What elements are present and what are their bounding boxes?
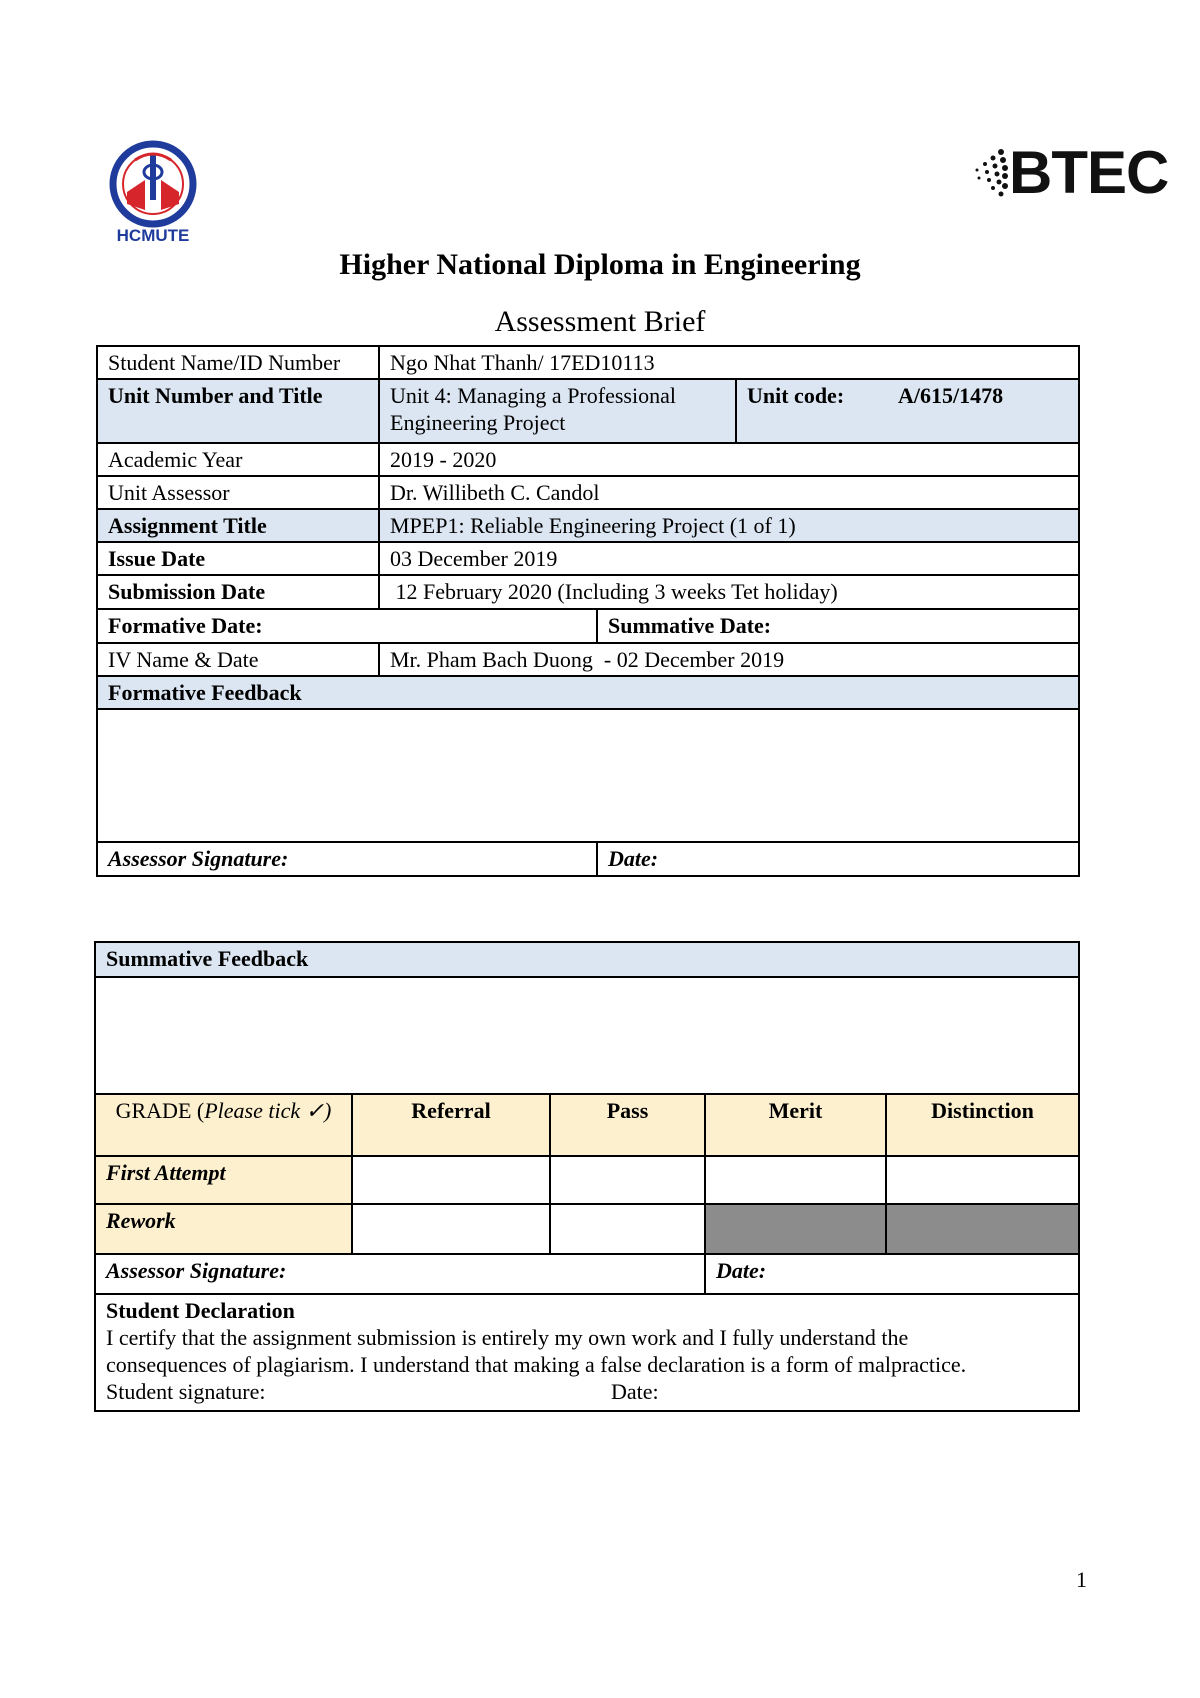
assignment-label: Assignment Title [97,509,379,542]
summative-table [94,941,1080,1412]
rework-row [95,1204,1079,1254]
first-distinction-cell[interactable] [886,1156,1079,1204]
submission-label: Submission Date [97,575,379,609]
row-first-attempt: First Attempt [95,1156,352,1204]
issue-value: 03 December 2019 [379,542,1079,575]
student-label: Student Name/ID Number [97,346,379,379]
table-row [97,676,1079,709]
table-row [97,509,1079,542]
grade-label-italic: Please tick [204,1098,301,1123]
student-signature-label: Student signature: [106,1379,266,1404]
grade-label [95,1094,352,1156]
table-row [97,575,1079,609]
declaration-text-1: I certify that the assignment submission is entirely my own work and I fully understand the [106,1325,909,1350]
page-number: 1 [1076,1567,1087,1592]
year-value: 2019 - 2020 [379,443,1079,476]
assessor-value: Dr. Willibeth C. Candol [379,476,1079,509]
table-row [97,609,1079,643]
first-referral-cell[interactable] [352,1156,550,1204]
unit-label: Unit Number and Title [97,379,379,443]
table-row [97,542,1079,575]
formative-feedback-area [97,709,1079,842]
declaration-text-2: consequences of plagiarism. I understand that making a false declaration is a form of malpractice. [106,1352,967,1377]
summative-feedback-box[interactable] [95,977,1079,1094]
table-row [97,346,1079,379]
grade-label-text: GRADE ( [115,1098,205,1123]
table-row [97,476,1079,509]
tick-icon: ✓) [305,1098,332,1123]
student-date-label: Date: [611,1379,659,1404]
summative-assessor-signature-label: Assessor Signature: [95,1254,705,1294]
assessor-signature-label: Assessor Signature: [97,842,597,876]
hcmute-logo [105,140,201,250]
table-row [97,443,1079,476]
summative-date-label: Summative Date: [597,609,1079,643]
page-title: Higher National Diploma in Engineering [339,248,861,281]
summative-date-label: Date: [705,1254,1079,1294]
unit-value: Unit 4: Managing a Professional Engineering Project [379,379,736,443]
rework-pass-cell[interactable] [550,1204,705,1254]
assessor-label: Unit Assessor [97,476,379,509]
first-attempt-row [95,1156,1079,1204]
first-merit-cell[interactable] [705,1156,886,1204]
hcmute-emblem-icon [105,140,201,230]
submission-value: 12 February 2020 (Including 3 weeks Tet holiday) [379,575,1079,609]
formative-feedback-box[interactable] [97,709,1079,842]
declaration-row [95,1294,1079,1411]
col-distinction: Distinction [886,1094,1079,1156]
row-rework: Rework [95,1204,352,1254]
rework-distinction-shaded [886,1204,1079,1254]
table-row [95,1254,1079,1294]
iv-value: Mr. Pham Bach Duong - 02 December 2019 [379,643,1079,676]
summative-feedback-label: Summative Feedback [95,942,1079,977]
col-referral: Referral [352,1094,550,1156]
rework-merit-shaded [705,1204,886,1254]
btec-logo-text: BTEC [1009,139,1169,206]
col-pass: Pass [550,1094,705,1156]
issue-label: Issue Date [97,542,379,575]
unit-code-value: A/615/1478 [897,383,1004,408]
unit-code-label: Unit code: [747,383,845,408]
declaration-title: Student Declaration [106,1298,295,1323]
table-row [97,643,1079,676]
table-row [97,379,1079,443]
formative-date-label: Formative Date: [97,609,597,643]
formative-feedback-label: Formative Feedback [97,676,1079,709]
table-row [97,842,1079,876]
first-pass-cell[interactable] [550,1156,705,1204]
unit-code-cell [736,379,1079,443]
iv-label: IV Name & Date [97,643,379,676]
assignment-value: MPEP1: Reliable Engineering Project (1 of 1) [379,509,1079,542]
assessor-date-label: Date: [597,842,1079,876]
table-row [95,942,1079,977]
page-subtitle: Assessment Brief [494,305,706,338]
year-label: Academic Year [97,443,379,476]
student-value: Ngo Nhat Thanh/ 17ED10113 [379,346,1079,379]
hcmute-logo-text: HCMUTE [116,226,190,245]
student-declaration [95,1294,1079,1411]
btec-dots-icon [965,144,1009,204]
rework-referral-cell[interactable] [352,1204,550,1254]
btec-logo [965,139,1190,206]
assessment-brief-table [96,345,1080,877]
col-merit: Merit [705,1094,886,1156]
grade-header-row [95,1094,1079,1156]
summative-feedback-area [95,977,1079,1094]
